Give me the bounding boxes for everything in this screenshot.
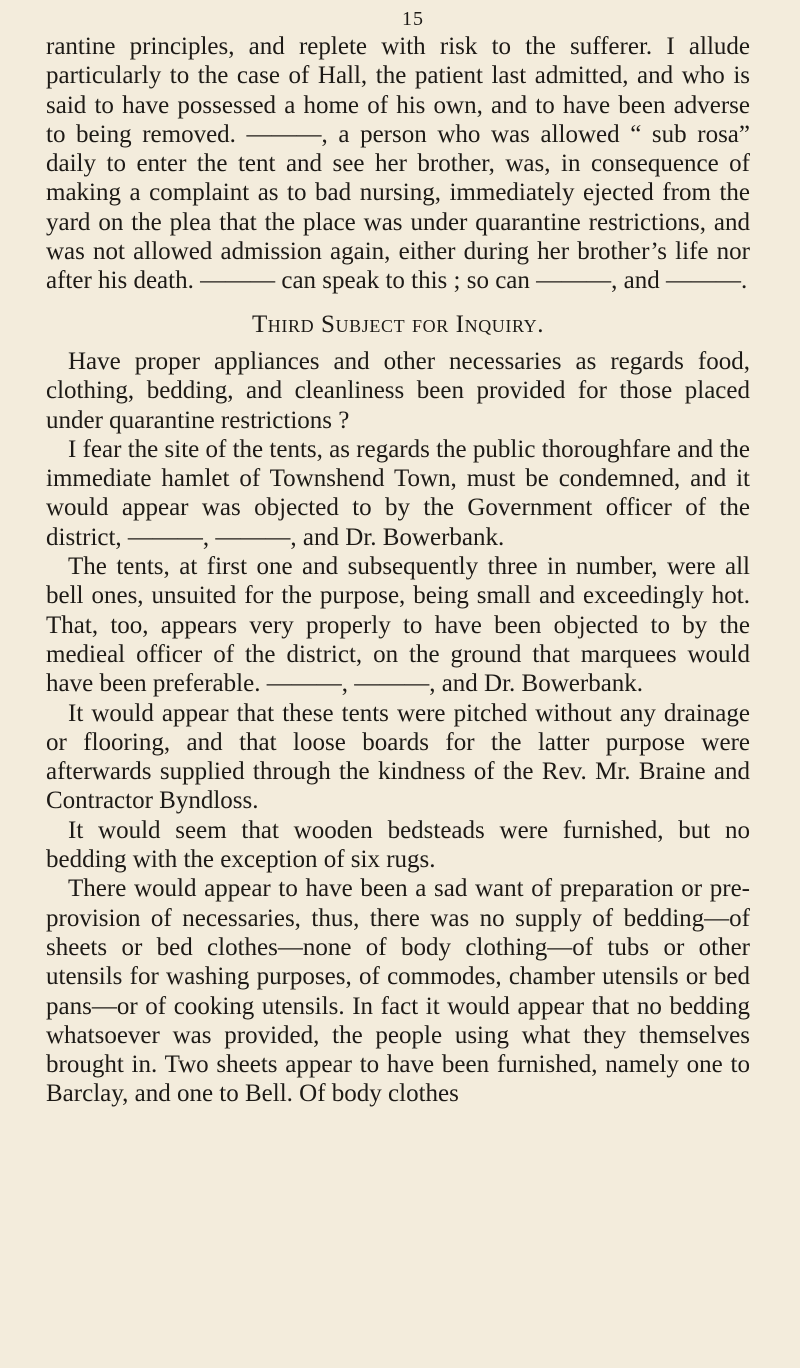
section-heading: Third Subject for Inquiry.: [251, 310, 545, 338]
paragraph-site: I fear the site of the tents, as regards the public thoroughfare and the immediate hamlet of Townshend Town, must be condemned, and it would appear was objected to by the Government officer of the district, ———, ———, and Dr. Bowerbank.: [46, 435, 750, 551]
paragraph-provision: There would appear to have been a sad want of preparation or pre-provision of necessaries, thus, there was no supply of bedding—of sheets or bed clothes—none of body clothing—of tubs or other utensils for washing purposes, of commodes, chamber utensils or bed pans—or of cooking utensils. In fact it would appear that no bedding whatsoever was provided, the people using what they themselves brought in. Two sheets appear to have been furnished, namely one to Barclay, and one to Bell. Of body clothes: [46, 875, 750, 1108]
body-text: [46, 32, 750, 1109]
paragraph-tents: The tents, at first one and subsequently three in number, were all bell ones, unsuited for the purpose, being small and exceedingly hot. That, too, appears very properly to have been objected to by the medieal officer of the district, on the ground that marquees would have been preferable. ———, ———, and Dr. Bowerbank.: [46, 553, 750, 698]
paragraph-drainage: It would appear that these tents were pitched without any drainage or flooring, and that loose boards for the latter purpose were afterwards supplied through the kindness of the Rev. Mr. Braine and Contractor Byndloss.: [46, 699, 750, 815]
paragraph-question: Have proper appliances and other necessaries as regards food, clothing, bedding, and cleanliness been provided for those placed under quarantine restrictions ?: [46, 347, 750, 434]
paragraph-continued: rantine principles, and replete with risk to the sufferer. I allude particularly to the case of Hall, the patient last admitted, and who is said to have possessed a home of his own, and to have been adverse to being removed. ———, a person who was allowed “ sub rosa” daily to enter the tent and see her brother, was, in consequence of making a complaint as to bad nursing, immediately ejected from the yard on the plea that the place was under quarantine restrictions, and was not allowed admission again, either during her brother’s life nor after his death. ——— can speak to this ; so can ———, and ———.: [46, 33, 750, 295]
paragraph-bedsteads: It would seem that wooden bedsteads were furnished, but no bedding with the exception of six rugs.: [46, 816, 750, 874]
page-number: 15: [402, 8, 424, 30]
